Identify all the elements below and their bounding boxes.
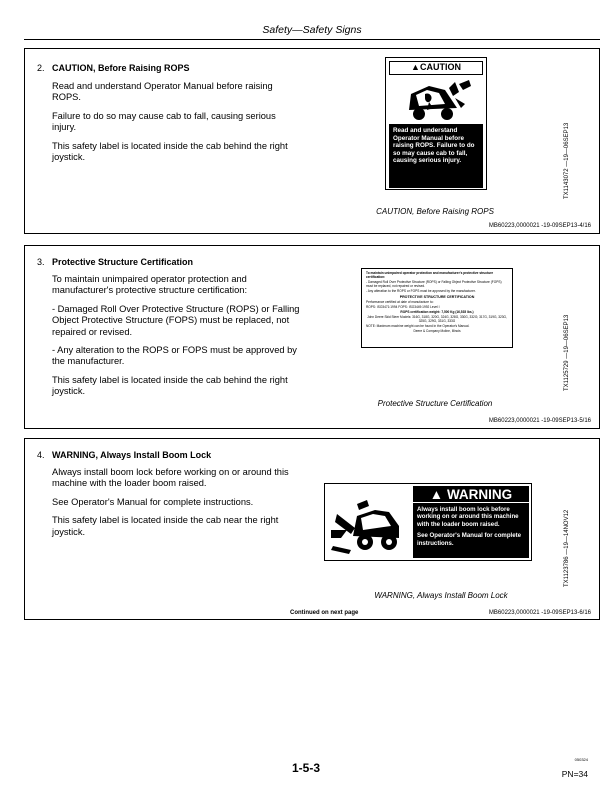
section-number: 3. — [37, 257, 45, 267]
section-protective-structure — [24, 245, 600, 429]
caution-triangle-icon: ▲ — [411, 62, 420, 72]
warning-line: See Operator's Manual for complete instructions. — [417, 532, 522, 547]
page-number: 1-5-3 — [291, 761, 320, 775]
boom-lock-pictogram — [327, 486, 411, 558]
image-id: TX1143072 —19—06SEP13 — [564, 122, 570, 199]
section-title: CAUTION, Before Raising ROPS — [52, 63, 190, 73]
paragraph: Always install boom lock before working on or around this machine with the loader boom raised. — [52, 467, 289, 489]
reference-code: MB60223,0000021 -19-09SEP13-5/16 — [488, 418, 591, 424]
cert-line: ROPS certification weight: 7,500 Kg (16,535 lbs.) — [400, 310, 474, 315]
cert-heading: PROTECTIVE STRUCTURE CERTIFICATION — [399, 294, 475, 299]
cert-line: Performance certified at date of manufacture to: — [366, 300, 434, 305]
warning-line: Always install boom lock before working on or around this machine with the loader boom raised. — [417, 506, 519, 528]
cert-line: - Any alteration to the ROPS or FOPS must be approved by the manufacturer. — [366, 288, 476, 293]
paragraph: To maintain unimpaired operator protection and manufacturer's protective structure certification: — [52, 274, 248, 296]
section-number: 2. — [37, 63, 45, 73]
cert-line: John Deere Skid Steer Models: 316G, 318G, 320G, 324G, 328G, 330G, 332G; 317G, 319G, 323G, 325G, 329G, 331G, 333G — [367, 315, 507, 324]
section-body — [52, 81, 297, 170]
paragraph: This safety label is located inside the cab behind the right joystick. — [52, 140, 288, 163]
certification-safety-label — [361, 268, 513, 348]
cert-line: NOTE: Maximum machine weight can be found in the Operator's Manual. — [366, 323, 470, 328]
paragraph: This safety label is located inside the cab behind the right joystick. — [52, 374, 288, 397]
paragraph: Failure to do so may cause cab to fall, causing serious injury. — [52, 110, 276, 133]
cert-intro: To maintain unimpaired operator protection and manufacturer's protective structure certification: — [366, 271, 494, 279]
warning-message — [413, 503, 529, 547]
section-caution-rops — [24, 48, 600, 234]
footer-code: 050324 — [574, 757, 588, 762]
caution-message: Read and understand Operator Manual before raising ROPS. Failure to do so may cause cab to fall, causing serious injury. — [389, 124, 483, 188]
section-title: WARNING, Always Install Boom Lock — [52, 450, 212, 460]
image-id: TX1123786 —19—14NOV12 — [564, 509, 570, 587]
cab-falling-pictogram — [389, 78, 483, 122]
header-title: Safety—Safety Signs — [262, 24, 362, 36]
paragraph: See Operator's Manual for complete instructions. — [52, 496, 254, 507]
reference-code: MB60223,0000021 -19-09SEP13-4/16 — [488, 223, 591, 229]
caution-safety-label — [385, 57, 487, 190]
section-body — [52, 467, 304, 545]
section-body — [52, 274, 304, 405]
paragraph: - Damaged Roll Over Protective Structure (ROPS) or Falling Object Protective Structure (FOPS) must be replaced, not repaired or revised. — [52, 303, 300, 337]
paragraph: - Any alteration to the ROPS or FOPS must be approved by the manufacturer. — [52, 345, 297, 367]
cert-line: Deere & Company Moline, Illinois — [413, 328, 461, 333]
page-pn: PN=34 — [561, 769, 588, 779]
figure-caption: WARNING, Always Install Boom Lock — [374, 591, 508, 600]
caution-heading: ▲CAUTION — [389, 61, 483, 75]
warning-heading: ▲ WARNING — [413, 486, 529, 503]
paragraph: Read and understand Operator Manual before raising ROPS. — [52, 81, 273, 103]
image-id: TX1125729 —19—06SEP13 — [564, 314, 570, 391]
warning-triangle-icon: ▲ — [429, 487, 444, 502]
cert-line: - Damaged Roll Over Protective Structure (ROPS) or Falling Object Protective Structure (FOPS) must be replaced, not repaired or revised. — [366, 279, 502, 288]
warning-panel — [413, 486, 529, 558]
section-boom-lock — [24, 438, 600, 620]
page-header — [24, 22, 600, 40]
figure-caption: CAUTION, Before Raising ROPS — [376, 207, 494, 216]
cert-line: ROPS: ISO3471:1994 FOPS: ISO3449:1992 Level I — [366, 305, 440, 310]
section-title: Protective Structure Certification — [52, 257, 194, 267]
paragraph: This safety label is located inside the cab near the right joystick. — [52, 515, 279, 537]
reference-code: MB60223,0000021 -19-09SEP13-6/16 — [488, 610, 591, 616]
figure-caption: Protective Structure Certification — [377, 399, 493, 408]
continued-note: Continued on next page — [290, 610, 359, 616]
warning-safety-label — [324, 483, 532, 561]
section-number: 4. — [37, 450, 45, 460]
